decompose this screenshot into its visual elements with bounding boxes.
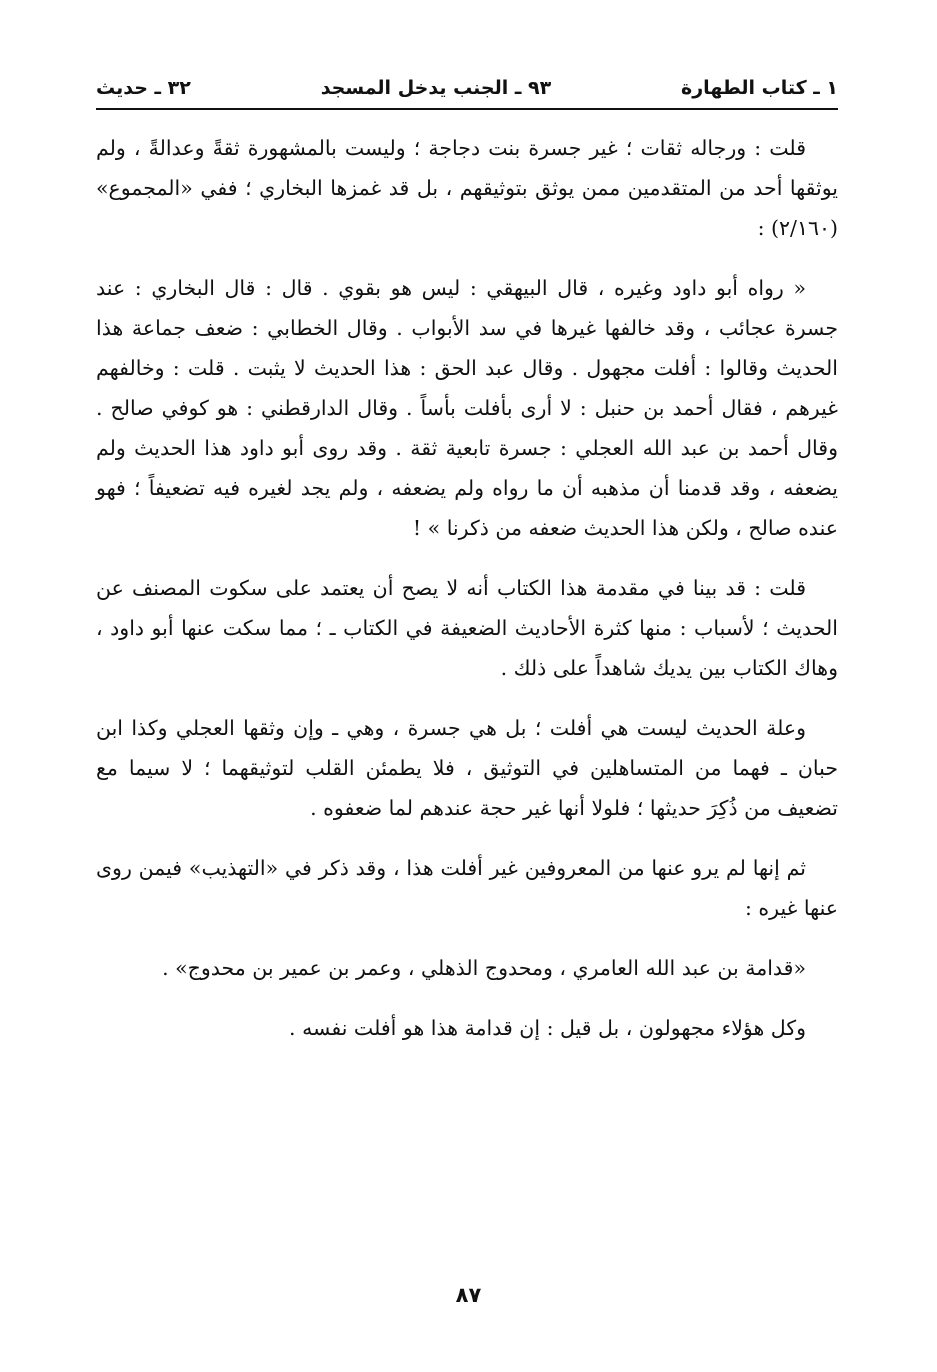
paragraph-2-quote: « رواه أبو داود وغيره ، قال البيهقي : ليس هو بقوي . قال : قال البخاري : عند جسرة عجائب ، وقد خالفها غيرها في سد الأبواب . وقال الخطابي : ضعف جماعة هذا الحديث وقالوا : أفلت مجهول . وقال عبد الحق : هذا الحديث لا يثبت . قلت : وخالفهم غيرهم ، فقال أحمد بن حنبل : لا أرى بأفلت بأساً . وقال الدارقطني : هو كوفي صالح . وقال أحمد بن عبد الله العجلي : جسرة تابعية ثقة . وقد روى أبو داود هذا الحديث ولم يضعفه ، وقد قدمنا أن مذهبه أن ما رواه ولم يضعفه ، ولم يجد لغيره فيه تضعيفاً ؛ فهو عنده صالح ، ولكن هذا الحديث ضعفه من ذكرنا » !: [96, 276, 839, 540]
header-chapter-title: ٩٣ ـ الجنب يدخل المسجد: [320, 77, 552, 99]
paragraph-5: ثم إنها لم يرو عنها من المعروفين غير أفلت هذا ، وقد ذكر في «التهذيب» فيمن روى عنها غيره :: [96, 856, 838, 920]
page-number: ٨٧: [455, 1283, 482, 1307]
paragraph-4: وعلة الحديث ليست هي أفلت ؛ بل هي جسرة ، وهي ـ وإن وثقها العجلي وكذا ابن حبان ـ فهما من المتساهلين في التوثيق ، فلا يطمئن القلب لتوثيقهما ؛ لا سيما مع تضعيف من ذُكِرَ حديثها ؛ فلولا أنها غير حجة عندهم لما ضعفوه .: [96, 716, 838, 820]
running-header: [96, 68, 838, 108]
paragraph-1: قلت : ورجاله ثقات ؛ غير جسرة بنت دجاجة ؛ وليست بالمشهورة ثقةً وعدالةً ، ولم يوثقها أحد من المتقدمين ممن يوثق بتوثيقهم ، بل قد غمزها البخاري ؛ ففي «المجموع» (٢/١٦٠) :: [96, 136, 838, 240]
paragraph-6-quote: «قدامة بن عبد الله العامري ، ومحدوج الذهلي ، وعمر بن عمير بن محدوج» .: [162, 956, 806, 980]
paragraph-7: وكل هؤلاء مجهولون ، بل قيل : إن قدامة هذا هو أفلت نفسه .: [289, 1016, 806, 1040]
header-book-title: ١ ـ كتاب الطهارة: [681, 77, 838, 99]
header-divider: [96, 108, 838, 110]
page-body: [96, 128, 838, 1068]
header-hadith-number: ٣٢ ـ حديث: [96, 77, 191, 99]
paragraph-3: قلت : قد بينا في مقدمة هذا الكتاب أنه لا يصح أن يعتمد على سكوت المصنف عن الحديث ؛ لأسباب : منها كثرة الأحاديث الضعيفة في الكتاب ـ ؛ مما سكت عنها أبو داود ، وهاك الكتاب بين يديك شاهداً على ذلك .: [96, 576, 838, 680]
